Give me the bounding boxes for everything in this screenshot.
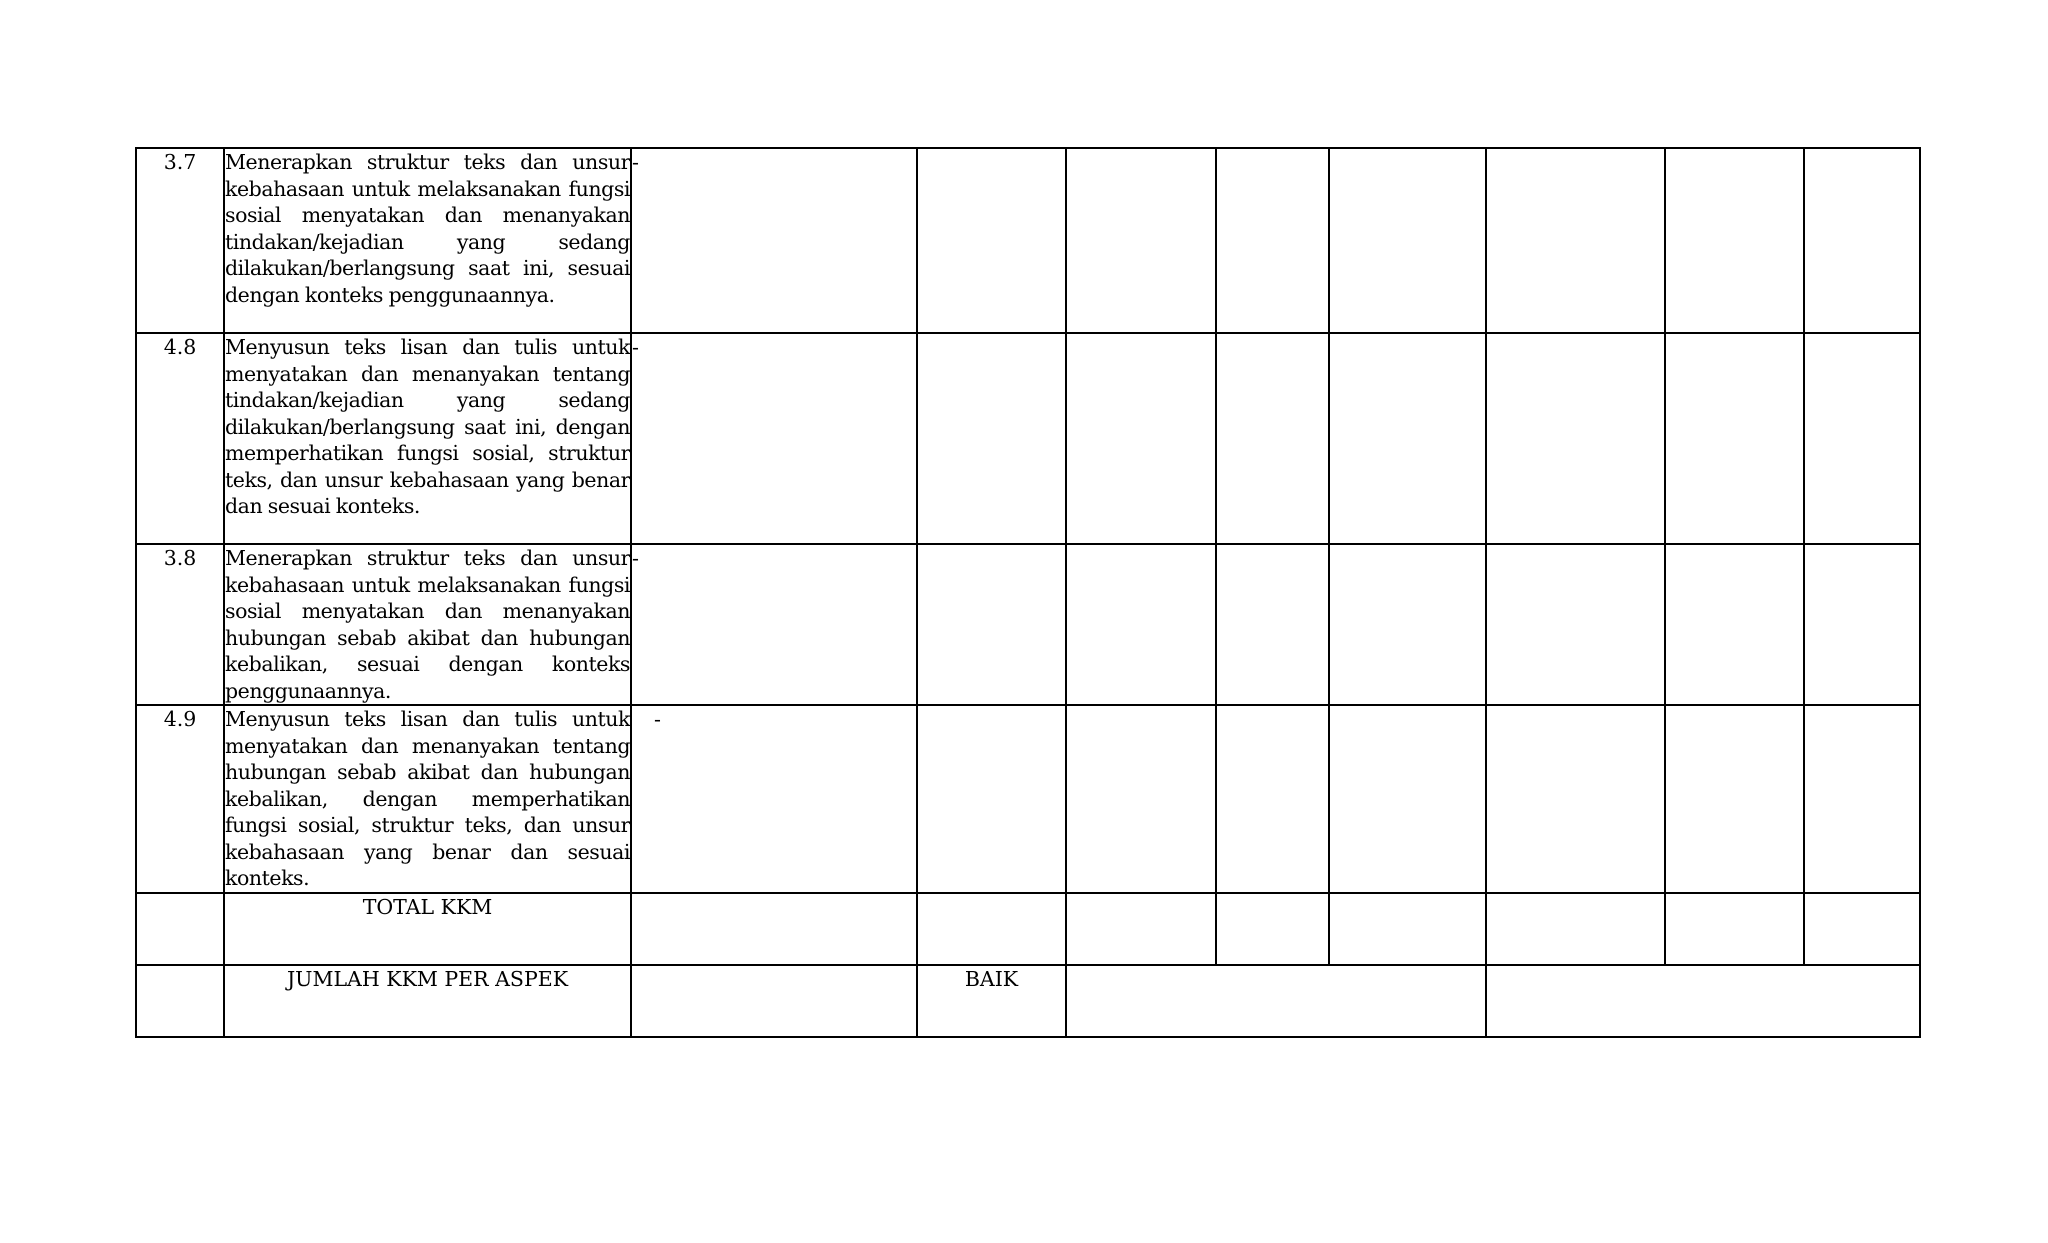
empty-cell <box>917 148 1066 333</box>
competency-description <box>224 544 631 705</box>
empty-cell <box>1329 893 1486 965</box>
per-aspect-label: JUMLAH KKM PER ASPEK <box>224 965 631 1037</box>
empty-cell <box>917 544 1066 705</box>
rating-label: BAIK <box>917 965 1066 1037</box>
empty-cell <box>1329 333 1486 544</box>
empty-cell <box>1066 705 1216 893</box>
dash-mark: - <box>631 148 917 333</box>
table-row <box>136 333 1920 544</box>
empty-cell <box>1665 333 1804 544</box>
empty-cell <box>1066 148 1216 333</box>
empty-cell <box>1066 544 1216 705</box>
empty-cell <box>1066 333 1216 544</box>
empty-cell <box>631 965 917 1037</box>
empty-cell <box>1486 333 1665 544</box>
total-kkm-label: TOTAL KKM <box>224 893 631 965</box>
empty-cell <box>1486 705 1665 893</box>
empty-cell <box>1804 148 1920 333</box>
empty-cell <box>917 893 1066 965</box>
empty-cell <box>1665 893 1804 965</box>
kkm-table <box>135 147 1921 1038</box>
competency-number: 3.7 <box>136 148 224 333</box>
empty-cell <box>1665 544 1804 705</box>
empty-cell <box>917 705 1066 893</box>
empty-cell <box>917 333 1066 544</box>
empty-cell <box>1804 544 1920 705</box>
empty-cell <box>1665 148 1804 333</box>
empty-cell <box>1486 148 1665 333</box>
empty-cell <box>1216 148 1329 333</box>
dash-mark: - <box>631 544 917 705</box>
empty-cell <box>1486 893 1665 965</box>
empty-cell <box>1066 893 1216 965</box>
dash-mark: - <box>631 705 917 893</box>
dash-mark: - <box>631 333 917 544</box>
table-row <box>136 544 1920 705</box>
description-text: Menerapkan struktur teks dan unsur kebahasaan untuk melaksanakan fungsi sosial menyatakan dan menanyakan hubungan sebab akibat dan hubungan kebalikan, sesuai dengan konteks penggunaannya. <box>225 546 630 703</box>
total-kkm-row <box>136 893 1920 965</box>
competency-number: 4.9 <box>136 705 224 893</box>
empty-cell <box>1216 893 1329 965</box>
description-text: Menyusun teks lisan dan tulis untuk menyatakan dan menanyakan tentang tindakan/kejadian yang sedang dilakukan/berlangsung saat ini, dengan memperhatikan fungsi sosial, struktur teks, dan unsur kebahasaan yang benar dan sesuai konteks. <box>225 335 630 518</box>
empty-cell <box>1329 705 1486 893</box>
table-row <box>136 148 1920 333</box>
table-row <box>136 705 1920 893</box>
per-aspect-row <box>136 965 1920 1037</box>
competency-number: 3.8 <box>136 544 224 705</box>
description-text: Menerapkan struktur teks dan unsur kebahasaan untuk melaksanakan fungsi sosial menyatakan dan menanyakan tindakan/kejadian yang sedang dilakukan/berlangsung saat ini, sesuai dengan konteks penggunaannya. <box>225 150 630 307</box>
empty-cell <box>1216 333 1329 544</box>
empty-cell <box>631 893 917 965</box>
empty-cell <box>1486 544 1665 705</box>
empty-cell <box>1804 893 1920 965</box>
competency-description <box>224 148 631 333</box>
empty-cell <box>1216 544 1329 705</box>
empty-cell <box>136 893 224 965</box>
competency-description <box>224 705 631 893</box>
empty-cell <box>1329 544 1486 705</box>
empty-cell <box>1216 705 1329 893</box>
merged-cell <box>1066 965 1486 1037</box>
description-text: Menyusun teks lisan dan tulis untuk menyatakan dan menanyakan tentang hubungan sebab akibat dan hubungan kebalikan, dengan memperhatikan fungsi sosial, struktur teks, dan unsur kebahasaan yang benar dan sesuai konteks. <box>225 707 630 890</box>
competency-description <box>224 333 631 544</box>
merged-cell <box>1486 965 1920 1037</box>
empty-cell <box>1804 705 1920 893</box>
empty-cell <box>1665 705 1804 893</box>
empty-cell <box>1329 148 1486 333</box>
empty-cell <box>1804 333 1920 544</box>
competency-number: 4.8 <box>136 333 224 544</box>
empty-cell <box>136 965 224 1037</box>
